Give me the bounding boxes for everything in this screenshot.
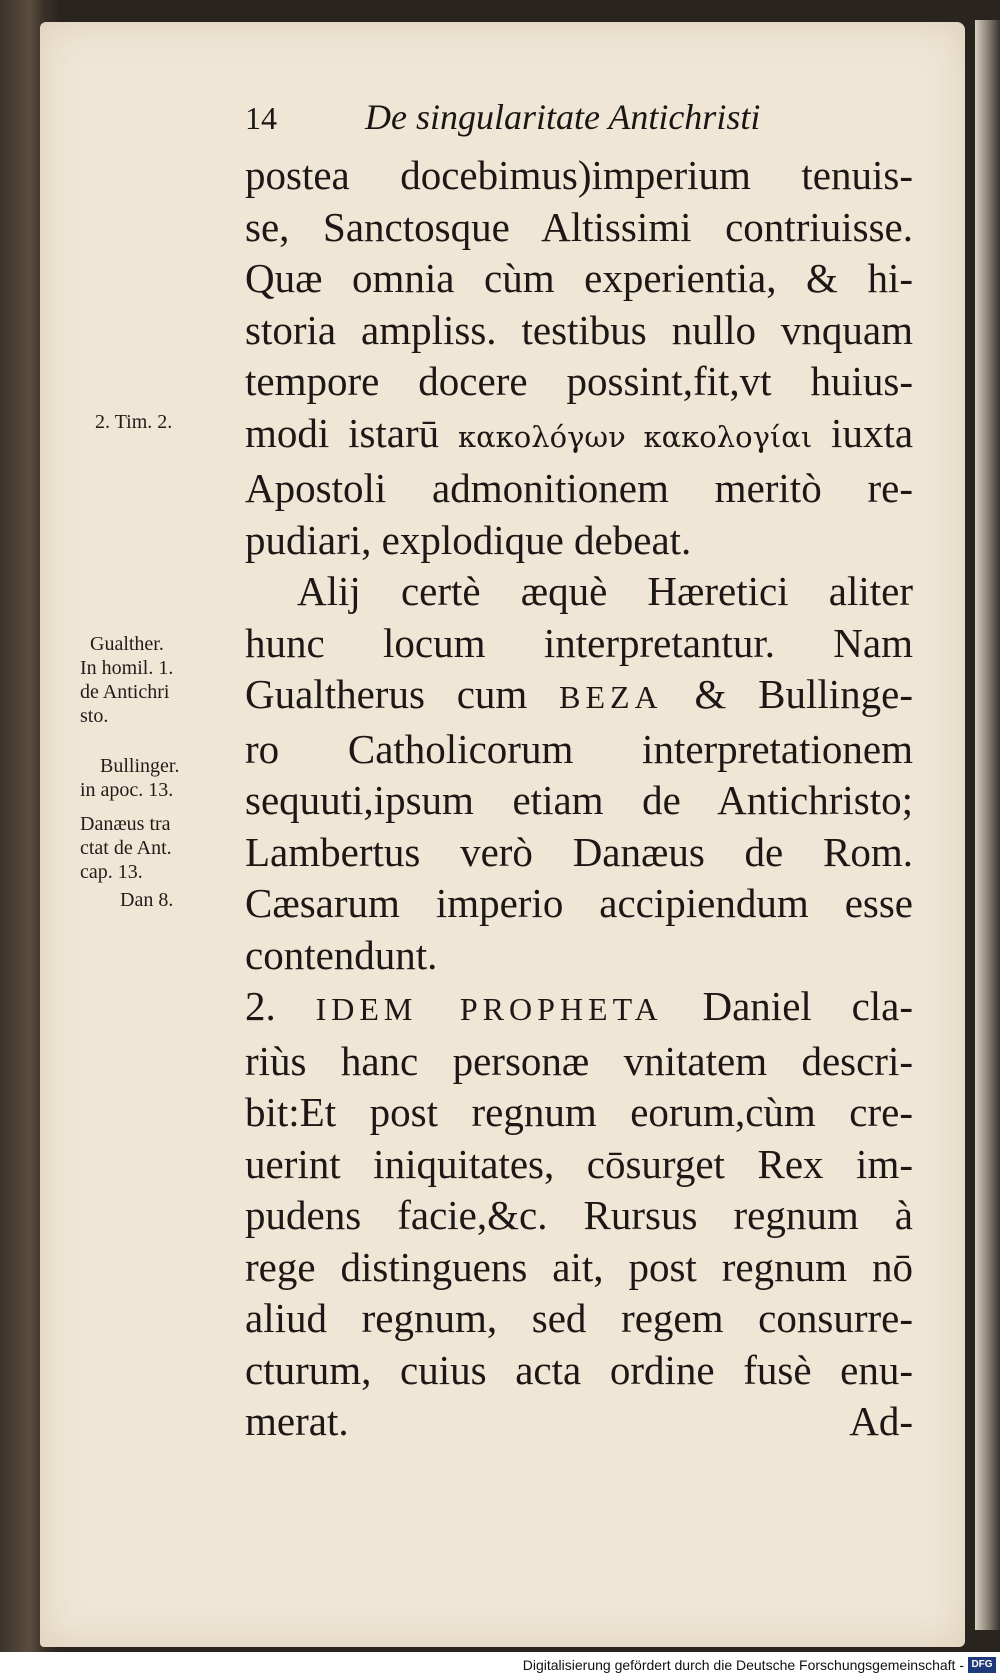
margin-note: 2. Tim. 2. xyxy=(95,411,173,433)
text-line: pudiari, explodique debeat. xyxy=(245,516,692,563)
page-number: 14 xyxy=(245,100,277,136)
line-part: merat. xyxy=(245,1398,349,1444)
smallcaps-name: BEZA xyxy=(559,679,663,715)
text-line: riùs hanc personæ vnitatem descri- xyxy=(245,1037,913,1084)
text-line: Lambertus verò Danæus de Rom. xyxy=(245,828,913,875)
text-line: cturum, cuius acta ordine fusè enu- xyxy=(245,1346,913,1393)
text-line: tempore docere possint,fit,vt huius- xyxy=(245,358,913,404)
text-line: se, Sanctosque Altissimi contriuisse. xyxy=(245,203,913,250)
text-line: pudens facie,&c. Rursus regnum à xyxy=(245,1192,913,1238)
text-line: uerint iniquitates, cōsurget Rex im- xyxy=(245,1140,913,1187)
note-line: sto. xyxy=(80,705,109,727)
text-line-smallcaps xyxy=(245,669,913,724)
footer-text: Digitalisierung gefördert durch die Deutsche Forschungsgemeinschaft - xyxy=(522,1657,964,1673)
dfg-logo: DFG xyxy=(968,1657,996,1673)
catchword: Ad- xyxy=(849,1398,913,1444)
line-part: iuxta xyxy=(831,409,914,456)
running-head xyxy=(245,96,805,142)
text-line: storia ampliss. testibus nullo vnquam xyxy=(245,306,913,353)
text-line: ro Catholicorum interpretationem xyxy=(245,725,913,772)
note-line: de Antichri xyxy=(80,681,170,703)
text-line: Apostoli admonitionem meritò re- xyxy=(245,465,913,511)
text-line-final xyxy=(245,1396,913,1448)
text-line: rege distinguens ait, post regnum nō xyxy=(245,1243,913,1290)
note-line: cap. 13. xyxy=(80,861,143,883)
note-line: in apoc. 13. xyxy=(80,779,174,801)
note-line: Danæus tra xyxy=(80,813,171,835)
greek-phrase: κακολόγων κακολογίαι xyxy=(457,419,813,454)
margin-note: Dan 8. xyxy=(120,889,174,911)
text-line: Quæ omnia cùm experientia, & hi- xyxy=(245,255,913,301)
note-line: ctat de Ant. xyxy=(80,837,172,859)
text-line: contendunt. xyxy=(245,931,438,978)
line-part: Gualtherus cum xyxy=(245,671,528,717)
line-part: & Bullinge- xyxy=(694,671,914,717)
note-line: Bullinger. xyxy=(100,755,180,777)
line-part: Daniel cla- xyxy=(702,983,914,1029)
text-line: hunc locum interpretantur. Nam xyxy=(245,619,913,666)
text-line-section xyxy=(245,981,913,1036)
text-line: Cæsarum imperio accipiendum esse xyxy=(245,880,913,926)
running-title: De singularitate Antichristi xyxy=(365,97,761,137)
note-line: Gualther. xyxy=(90,633,164,655)
text-line: Alij certè æquè Hæretici aliter xyxy=(297,568,913,614)
note-line: In homil. 1. xyxy=(80,657,174,679)
text-line: postea docebimus)imperium tenuis- xyxy=(245,152,913,198)
digitization-footer xyxy=(0,1652,1000,1679)
section-number: 2. xyxy=(245,983,276,1029)
margin-note-bullinger xyxy=(80,754,179,802)
line-part: modi istarū xyxy=(245,409,440,456)
margin-note-gualther xyxy=(80,632,173,728)
book-edge xyxy=(975,20,1000,1630)
text-line: aliud regnum, sed regem consurre- xyxy=(245,1295,913,1341)
body-text xyxy=(245,150,913,1448)
smallcaps-heading: IDEM PROPHETA xyxy=(315,991,663,1027)
margin-note-danaeus xyxy=(80,812,172,884)
text-line: sequuti,ipsum etiam de Antichristo; xyxy=(245,777,913,823)
text-line-greek xyxy=(245,408,913,464)
text-line: bit:Et post regnum eorum,cùm cre- xyxy=(245,1089,913,1135)
